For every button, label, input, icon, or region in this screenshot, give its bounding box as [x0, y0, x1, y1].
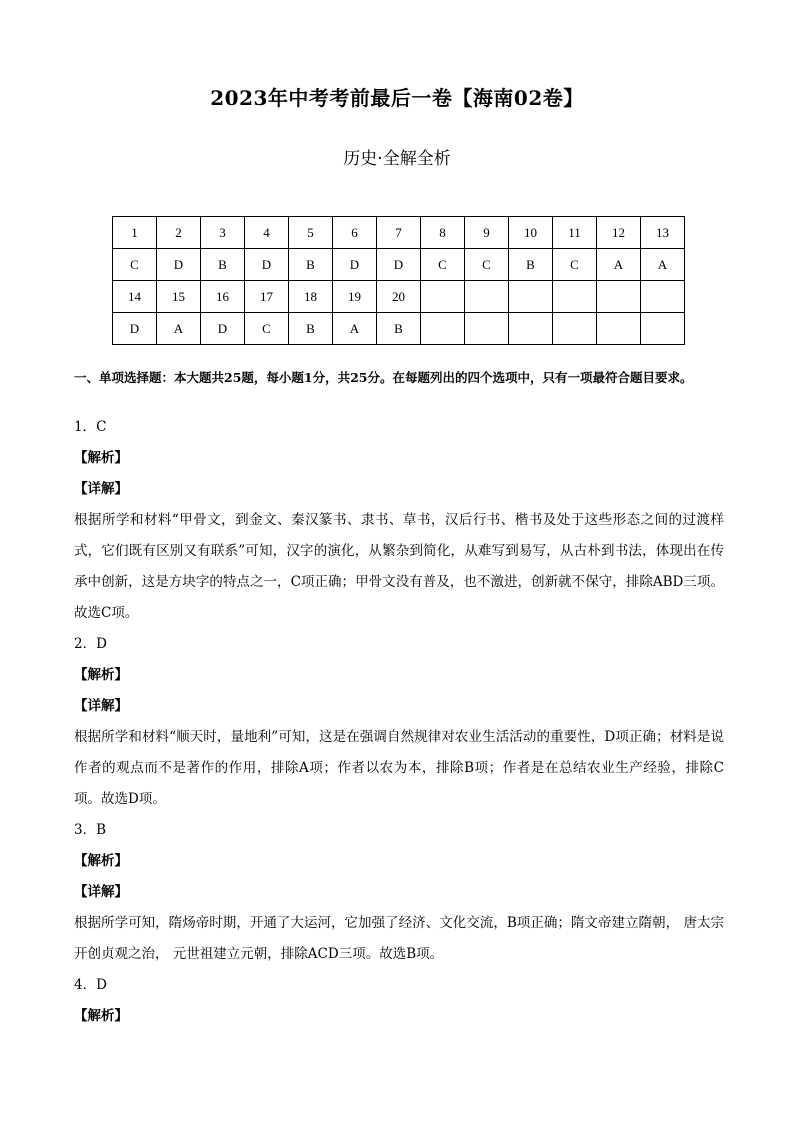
- question-number-cell: [421, 281, 465, 313]
- answer-cell: D: [157, 249, 201, 281]
- question-2-explanation: 根据所学和材料“顺天时，量地利”可知，这是在强调自然规律对农业生活活动的重要性，D项正确；材料是说作者的观点而不是著作的作用，排除A项；作者以农为本，排除B项；作者是在总结农业生产经验，排除C项。故选D项。: [74, 729, 724, 807]
- question-3-detail-label: 【详解】: [74, 884, 128, 900]
- answer-cell: C: [113, 249, 157, 281]
- question-number-cell: 7: [377, 217, 421, 249]
- answer-cell: [597, 313, 641, 345]
- answer-cell: A: [333, 313, 377, 345]
- question-number-cell: 3: [201, 217, 245, 249]
- answer-cell: [421, 313, 465, 345]
- answer-cell: B: [509, 249, 553, 281]
- question-number-cell: 1: [113, 217, 157, 249]
- page-subtitle: 历史·全解全析: [343, 149, 451, 169]
- section-heading: 一、单项选择题：本大题共25题，每小题1分，共25分。在每题列出的四个选项中，只有一项最符合题目要求。: [74, 370, 693, 385]
- question-3-number: 3．B: [74, 822, 107, 838]
- answer-table-row: [113, 217, 685, 249]
- question-1-detail-label: 【详解】: [74, 481, 128, 497]
- question-2-detail-label: 【详解】: [74, 698, 128, 714]
- question-4-analysis-label: 【解析】: [74, 1008, 128, 1024]
- solutions-body: [74, 412, 724, 1032]
- answer-cell: B: [377, 313, 421, 345]
- answer-cell: D: [113, 313, 157, 345]
- question-number-cell: 19: [333, 281, 377, 313]
- answer-cell: C: [553, 249, 597, 281]
- question-4-number: 4．D: [74, 977, 107, 993]
- answer-cell: D: [245, 249, 289, 281]
- question-3-analysis-label: 【解析】: [74, 853, 128, 869]
- question-number-cell: 17: [245, 281, 289, 313]
- answer-table: [112, 216, 685, 345]
- answer-cell: D: [377, 249, 421, 281]
- answer-cell: B: [289, 249, 333, 281]
- answer-cell: [465, 313, 509, 345]
- question-3-explanation: 根据所学可知，隋炀帝时期，开通了大运河，它加强了经济、文化交流，B项正确；隋文帝建立隋朝， 唐太宗开创贞观之治， 元世祖建立元朝，排除ACD三项。故选B项。: [74, 915, 724, 962]
- question-number-cell: 20: [377, 281, 421, 313]
- answer-table-row: [113, 249, 685, 281]
- answer-cell: D: [201, 313, 245, 345]
- answer-cell: C: [245, 313, 289, 345]
- answer-cell: C: [465, 249, 509, 281]
- answer-cell: B: [201, 249, 245, 281]
- answer-cell: C: [421, 249, 465, 281]
- answer-table-row: [113, 313, 685, 345]
- question-number-cell: 6: [333, 217, 377, 249]
- answer-cell: D: [333, 249, 377, 281]
- answer-cell: [509, 313, 553, 345]
- question-number-cell: 13: [641, 217, 685, 249]
- question-1-explanation: 根据所学和材料“甲骨文，到金文、秦汉篆书、隶书、草书，汉后行书、楷书及处于这些形态之间的过渡样式，它们既有区别又有联系”可知，汉字的演化，从繁杂到简化，从难写到易写，从古朴到书法，体现出在传承中创新，这是方块字的特点之一，C项正确；甲骨文没有普及，也不激进，创新就不保守，排除ABD三项。故选C项。: [74, 512, 724, 621]
- question-number-cell: 8: [421, 217, 465, 249]
- answer-cell: A: [157, 313, 201, 345]
- answer-cell: B: [289, 313, 333, 345]
- question-number-cell: [553, 281, 597, 313]
- question-number-cell: 14: [113, 281, 157, 313]
- question-number-cell: 10: [509, 217, 553, 249]
- question-number-cell: 15: [157, 281, 201, 313]
- question-number-cell: 16: [201, 281, 245, 313]
- question-number-cell: 11: [553, 217, 597, 249]
- question-number-cell: 12: [597, 217, 641, 249]
- question-number-cell: 18: [289, 281, 333, 313]
- question-number-cell: 9: [465, 217, 509, 249]
- question-number-cell: [597, 281, 641, 313]
- answer-cell: [553, 313, 597, 345]
- question-number-cell: [465, 281, 509, 313]
- answer-cell: [641, 313, 685, 345]
- question-2-analysis-label: 【解析】: [74, 667, 128, 683]
- question-number-cell: 5: [289, 217, 333, 249]
- answer-cell: A: [597, 249, 641, 281]
- answer-cell: A: [641, 249, 685, 281]
- question-number-cell: 2: [157, 217, 201, 249]
- question-number-cell: 4: [245, 217, 289, 249]
- question-number-cell: [509, 281, 553, 313]
- answer-table-row: [113, 281, 685, 313]
- page-title: 2023年中考考前最后一卷【海南02卷】: [210, 86, 584, 110]
- question-1-number: 1．C: [74, 419, 107, 435]
- question-1-analysis-label: 【解析】: [74, 450, 128, 466]
- question-number-cell: [641, 281, 685, 313]
- question-2-number: 2．D: [74, 636, 107, 652]
